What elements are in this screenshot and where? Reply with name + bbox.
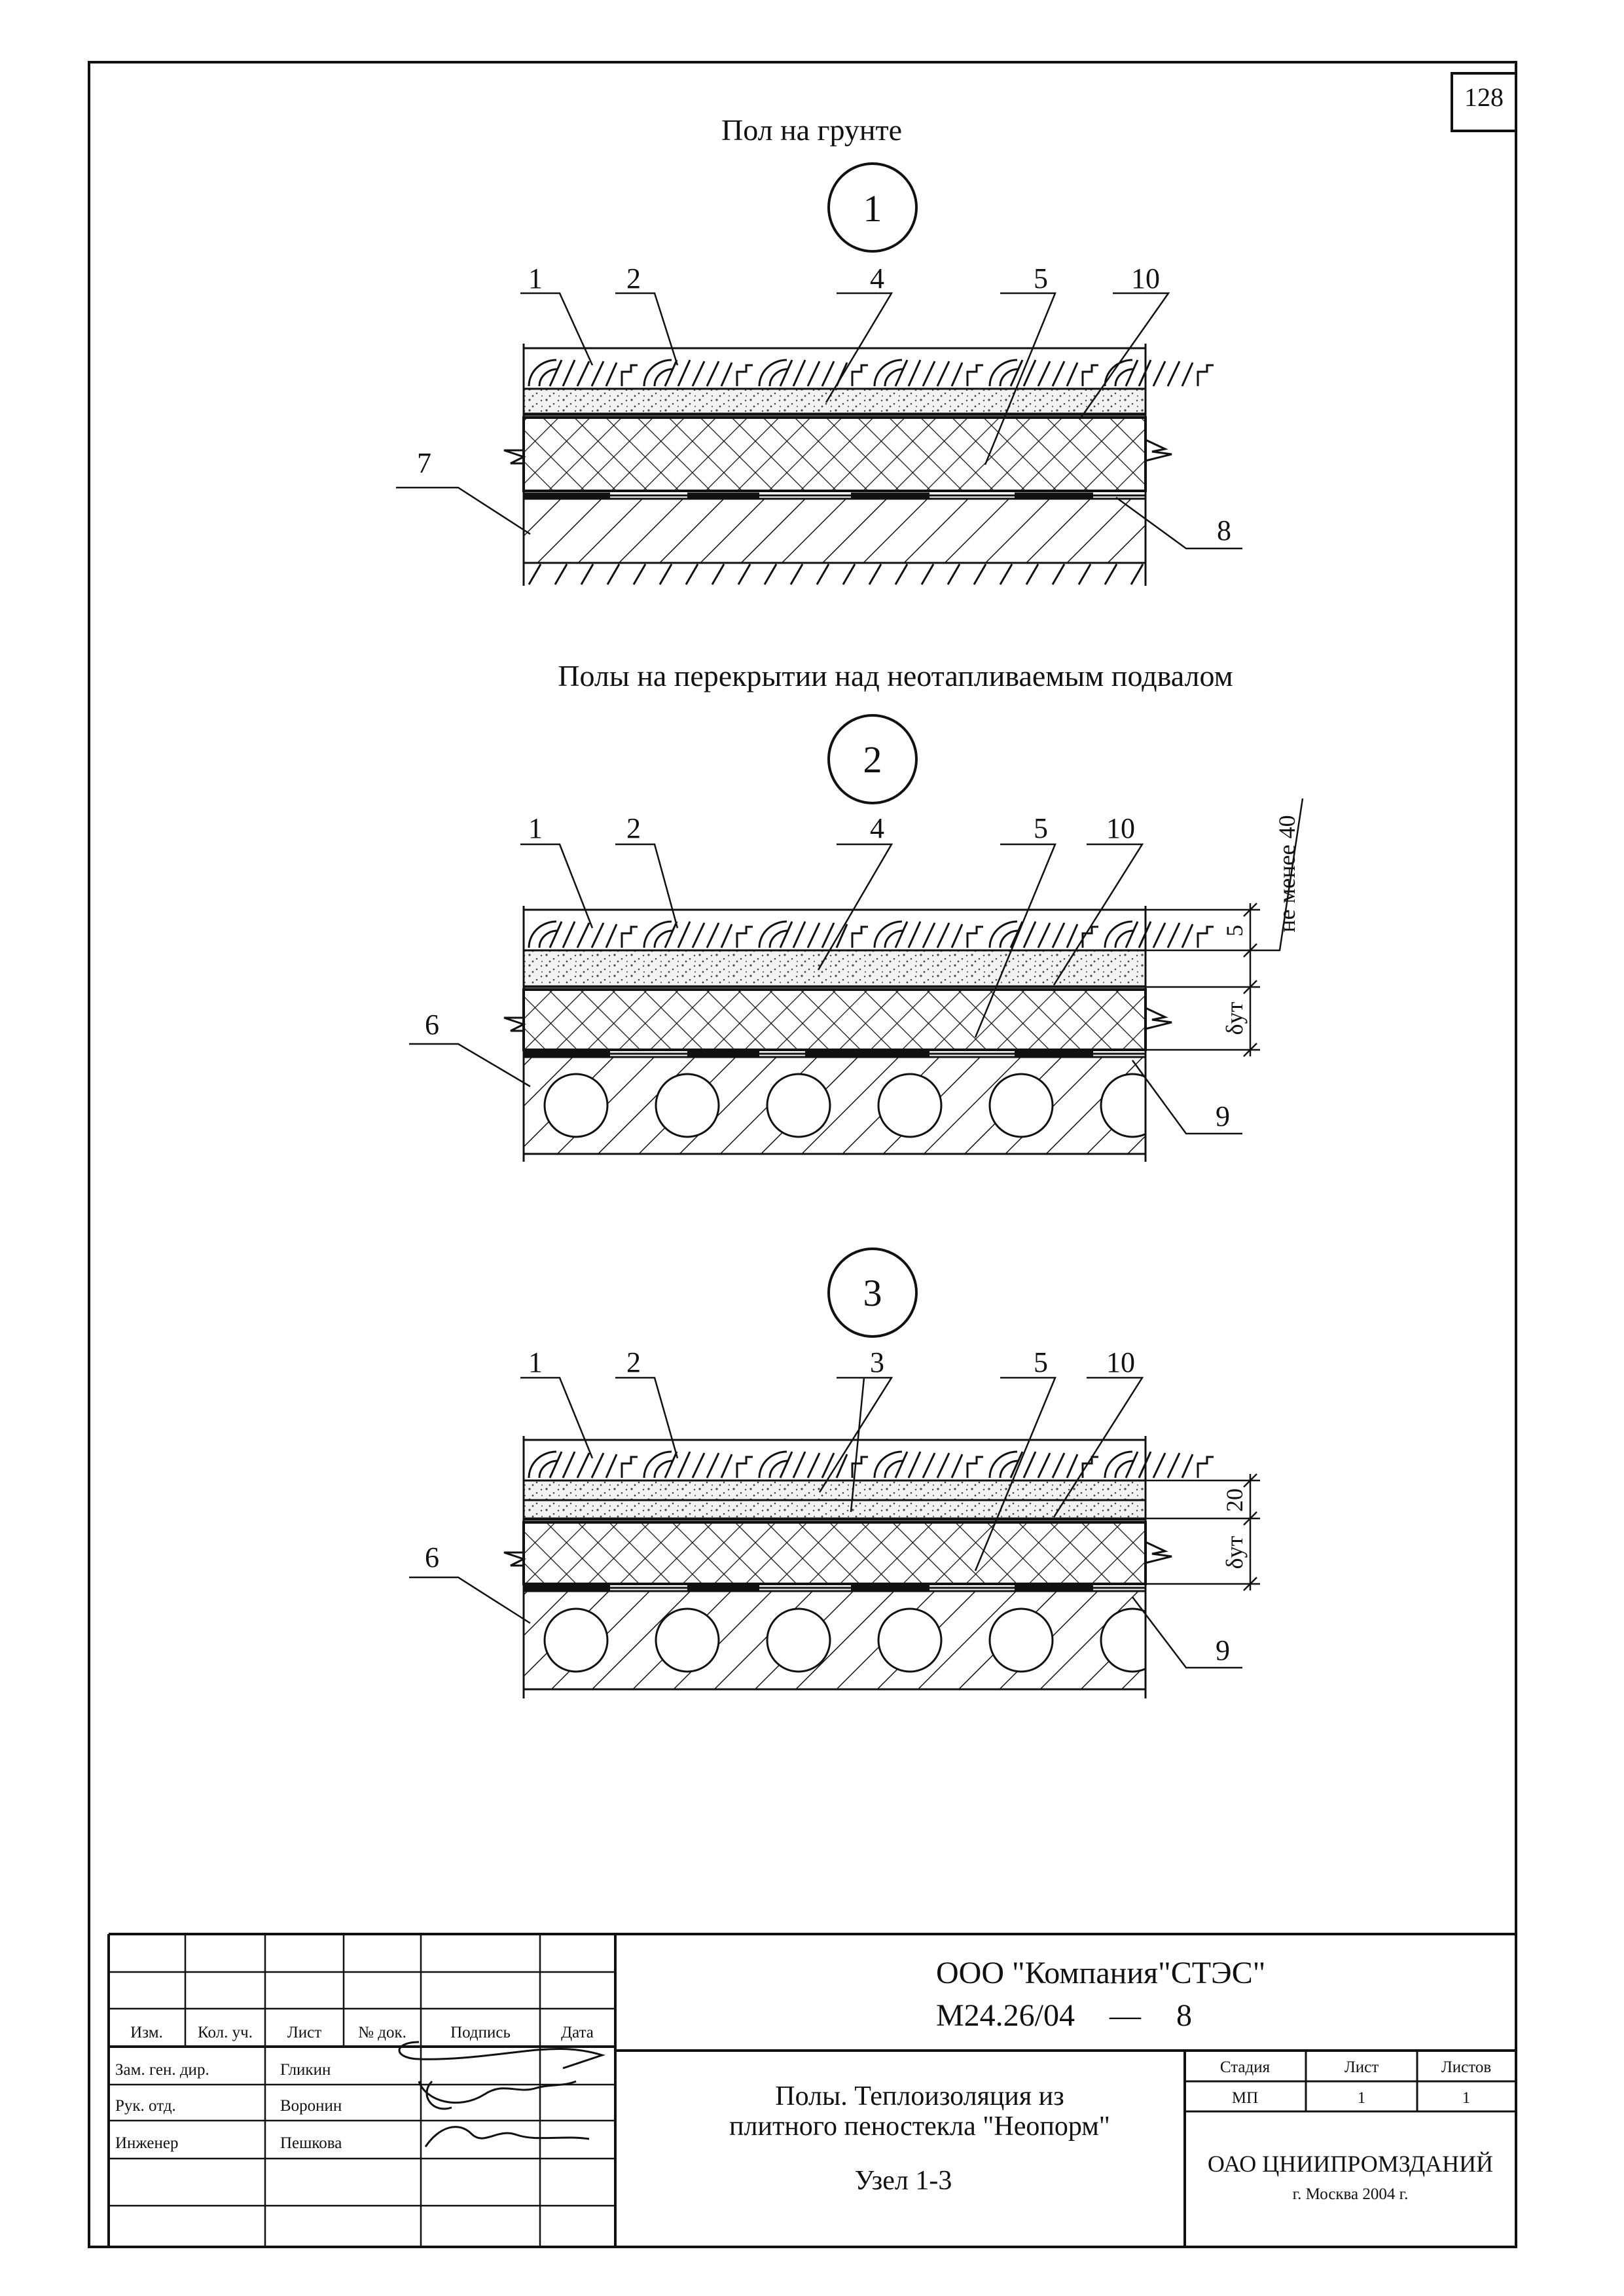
section-2 xyxy=(409,659,1303,1162)
break-mark-left-3 xyxy=(504,1552,524,1566)
drawing-subtitle: Узел 1-3 xyxy=(854,2166,952,2196)
signatures xyxy=(399,2042,602,2147)
callout-3-3: 3 xyxy=(870,1346,884,1378)
node-1-label: 1 xyxy=(863,187,882,230)
callout-3-5: 5 xyxy=(1034,1346,1048,1378)
doc-dash: — xyxy=(1110,1998,1141,2033)
callout-2-10: 10 xyxy=(1106,812,1135,844)
screed-layer-3b xyxy=(524,1500,1146,1518)
hdr-izm: Изм. xyxy=(130,2024,163,2041)
callout-1-7: 7 xyxy=(417,447,431,479)
stage-value: МП xyxy=(1231,2089,1259,2107)
break-mark-right-3 xyxy=(1146,1542,1172,1563)
callout-2-9: 9 xyxy=(1216,1100,1230,1132)
dim-2-top: 5 xyxy=(1221,925,1248,937)
dim-2-bottom: δут xyxy=(1221,1001,1248,1035)
dim-3-top: 20 xyxy=(1221,1488,1248,1512)
parquet-layer-3 xyxy=(524,1440,1146,1480)
section-3 xyxy=(409,1249,1260,1698)
drawing-title-line1: Полы. Теплоизоляция из xyxy=(775,2081,1064,2111)
section-1 xyxy=(396,113,1242,586)
hdr-list: Лист xyxy=(287,2024,322,2041)
section-1-title: Пол на грунте xyxy=(721,113,902,147)
node-3-label: 3 xyxy=(863,1272,882,1314)
sheets-value: 1 xyxy=(1462,2089,1471,2107)
callout-1-1: 1 xyxy=(528,262,543,295)
break-mark-right-1 xyxy=(1146,440,1172,461)
callout-1-4: 4 xyxy=(870,262,884,295)
callout-1-8: 8 xyxy=(1217,514,1231,547)
screed-layer-3a xyxy=(524,1480,1146,1500)
screed-layer-2 xyxy=(524,950,1146,986)
break-mark-left-1 xyxy=(504,450,524,463)
callout-2-6: 6 xyxy=(425,1009,439,1041)
staff-name-1: Гликин xyxy=(280,2061,331,2079)
sheet-label: Лист xyxy=(1344,2058,1379,2076)
callout-1-5: 5 xyxy=(1034,262,1048,295)
break-mark-left-2 xyxy=(504,1018,524,1031)
staff-name-3: Пешкова xyxy=(280,2134,342,2152)
callout-3-6: 6 xyxy=(425,1541,439,1573)
callout-3-9: 9 xyxy=(1216,1634,1230,1666)
staff-role-1: Зам. ген. дир. xyxy=(115,2061,209,2079)
sheet-number: 128 xyxy=(1464,82,1504,112)
dim-3-bottom: δут xyxy=(1221,1535,1248,1570)
break-mark-right-2 xyxy=(1146,1008,1172,1029)
callout-2-2: 2 xyxy=(626,812,641,844)
drawing-title-line2: плитного пеностекла "Неопорм" xyxy=(729,2111,1110,2142)
callout-2-4: 4 xyxy=(870,812,884,844)
hdr-kol: Кол. уч. xyxy=(198,2024,253,2041)
callout-3-10: 10 xyxy=(1106,1346,1135,1378)
sheet-value: 1 xyxy=(1357,2089,1366,2107)
company-name: ООО "Компания"СТЭС" xyxy=(936,1956,1266,1990)
organization: ОАО ЦНИИПРОМЗДАНИЙ xyxy=(1207,2151,1494,2177)
hdr-date: Дата xyxy=(561,2024,594,2041)
screed-layer-1 xyxy=(524,389,1146,414)
doc-code: М24.26/04 xyxy=(936,1998,1075,2033)
callout-2-5: 5 xyxy=(1034,812,1048,844)
hdr-doc: № док. xyxy=(358,2024,406,2041)
dim-2-total: не менее 40 xyxy=(1274,815,1300,933)
callout-2-1: 1 xyxy=(528,812,543,844)
city-year: г. Москва 2004 г. xyxy=(1292,2185,1409,2203)
stage-label: Стадия xyxy=(1219,2058,1271,2076)
callout-3-1: 1 xyxy=(528,1346,543,1378)
parquet-layer-1 xyxy=(524,348,1146,389)
ground-base-1 xyxy=(524,499,1146,563)
callout-3-2: 2 xyxy=(626,1346,641,1378)
section-2-title: Полы на перекрытии над неотапливаемым подвалом xyxy=(558,659,1233,692)
insulation-layer-1 xyxy=(524,418,1146,491)
staff-role-3: Инженер xyxy=(115,2134,179,2152)
hdr-sign: Подпись xyxy=(450,2024,511,2041)
callout-1-10: 10 xyxy=(1131,262,1160,295)
staff-name-2: Воронин xyxy=(280,2097,342,2115)
parquet-layer-2 xyxy=(524,910,1146,950)
callout-1-2: 2 xyxy=(626,262,641,295)
staff-role-2: Рук. отд. xyxy=(115,2097,176,2115)
ground-hatching-1 xyxy=(524,563,1146,584)
insulation-layer-3 xyxy=(524,1522,1146,1584)
insulation-layer-2 xyxy=(524,990,1146,1050)
sheets-label: Листов xyxy=(1441,2058,1492,2076)
node-2-label: 2 xyxy=(863,738,882,781)
doc-sheet: 8 xyxy=(1176,1998,1192,2033)
